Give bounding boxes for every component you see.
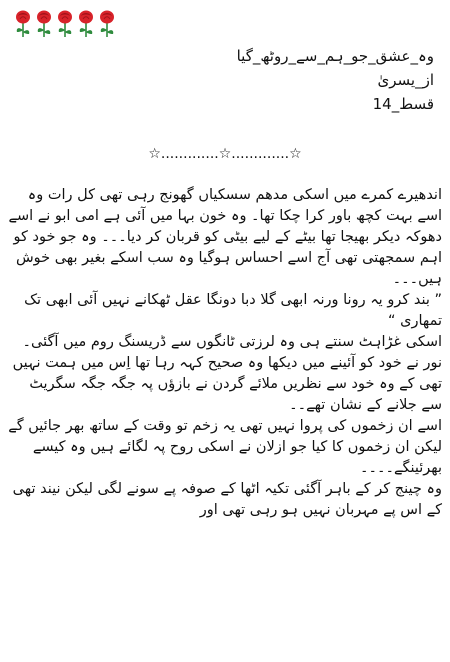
rose-icon: [35, 10, 53, 38]
story-paragraph: اسکی غڑاہٹ سنتے ہی وہ لرزتی ٹانگوں سے ڈریسنگ روم میں آگئی۔ نور نے خود کو آئینے میں دیکھا وہ صحیح کہہ رہا تھا اِس میں ہمت نہیں تھی کے وہ خود سے نظریں ملائے گردن نے بازؤں پہ جگہ جگہ سگریٹ سے جلانے کے نشان تھے۔۔: [12, 334, 442, 413]
post-header: [237, 44, 434, 116]
rose-icon: [98, 10, 116, 38]
story-paragraph: اندھیرے کمرے میں اسکی مدھم سسکیاں گھونج رہی تھی کل رات وہ اسے بہت کچھ باور کرا چکا تھا۔ وہ خون بہا میں آئی ہے امی ابو نے اسے دھوکہ دیکر بھیجا تھا بیٹے کے لیے بیٹی کو قربان کر دیا۔۔۔ وہ جو خود کو اہم سمجھتی تھی آج اسے احساس ہوگیا وہ سب اسکے بغیر بھی خوش ہیں۔۔۔: [8, 187, 442, 287]
author-line: از_یسریٰ: [377, 71, 434, 89]
story-paragraph: اسے ان زخموں کی پروا نہیں تھی یہ زخم تو وقت کے ساتھ بھر جائیں گے لیکن ان زخموں کا کیا جو ازلان نے اسکی روح پہ لگائے ہیں وہ کیسے بھرئینگے۔۔۔۔: [8, 418, 442, 476]
episode-label: قسط_14: [372, 95, 434, 113]
story-body: [8, 185, 442, 521]
star-divider: ☆.............☆.............☆: [148, 146, 302, 162]
rose-row: [14, 10, 116, 38]
rose-icon: [14, 10, 32, 38]
rose-icon: [56, 10, 74, 38]
story-paragraph: ” بند کرو یہ رونا ورنہ ابھی گلا دبا دونگا عقل ٹھکانے نہیں آئی ابھی تک تمھاری “: [24, 292, 442, 329]
rose-icon: [77, 10, 95, 38]
story-title: وہ_عشق_جو_ہم_سے_روٹھ_گیا: [236, 47, 434, 65]
story-paragraph: وہ چینج کر کے باہر آگئی تکیہ اٹھا کے صوفہ پے سونے لگی لیکن نیند تھی کے اس پے مہربان نہیں ہو رہی تھی اور: [12, 481, 442, 518]
